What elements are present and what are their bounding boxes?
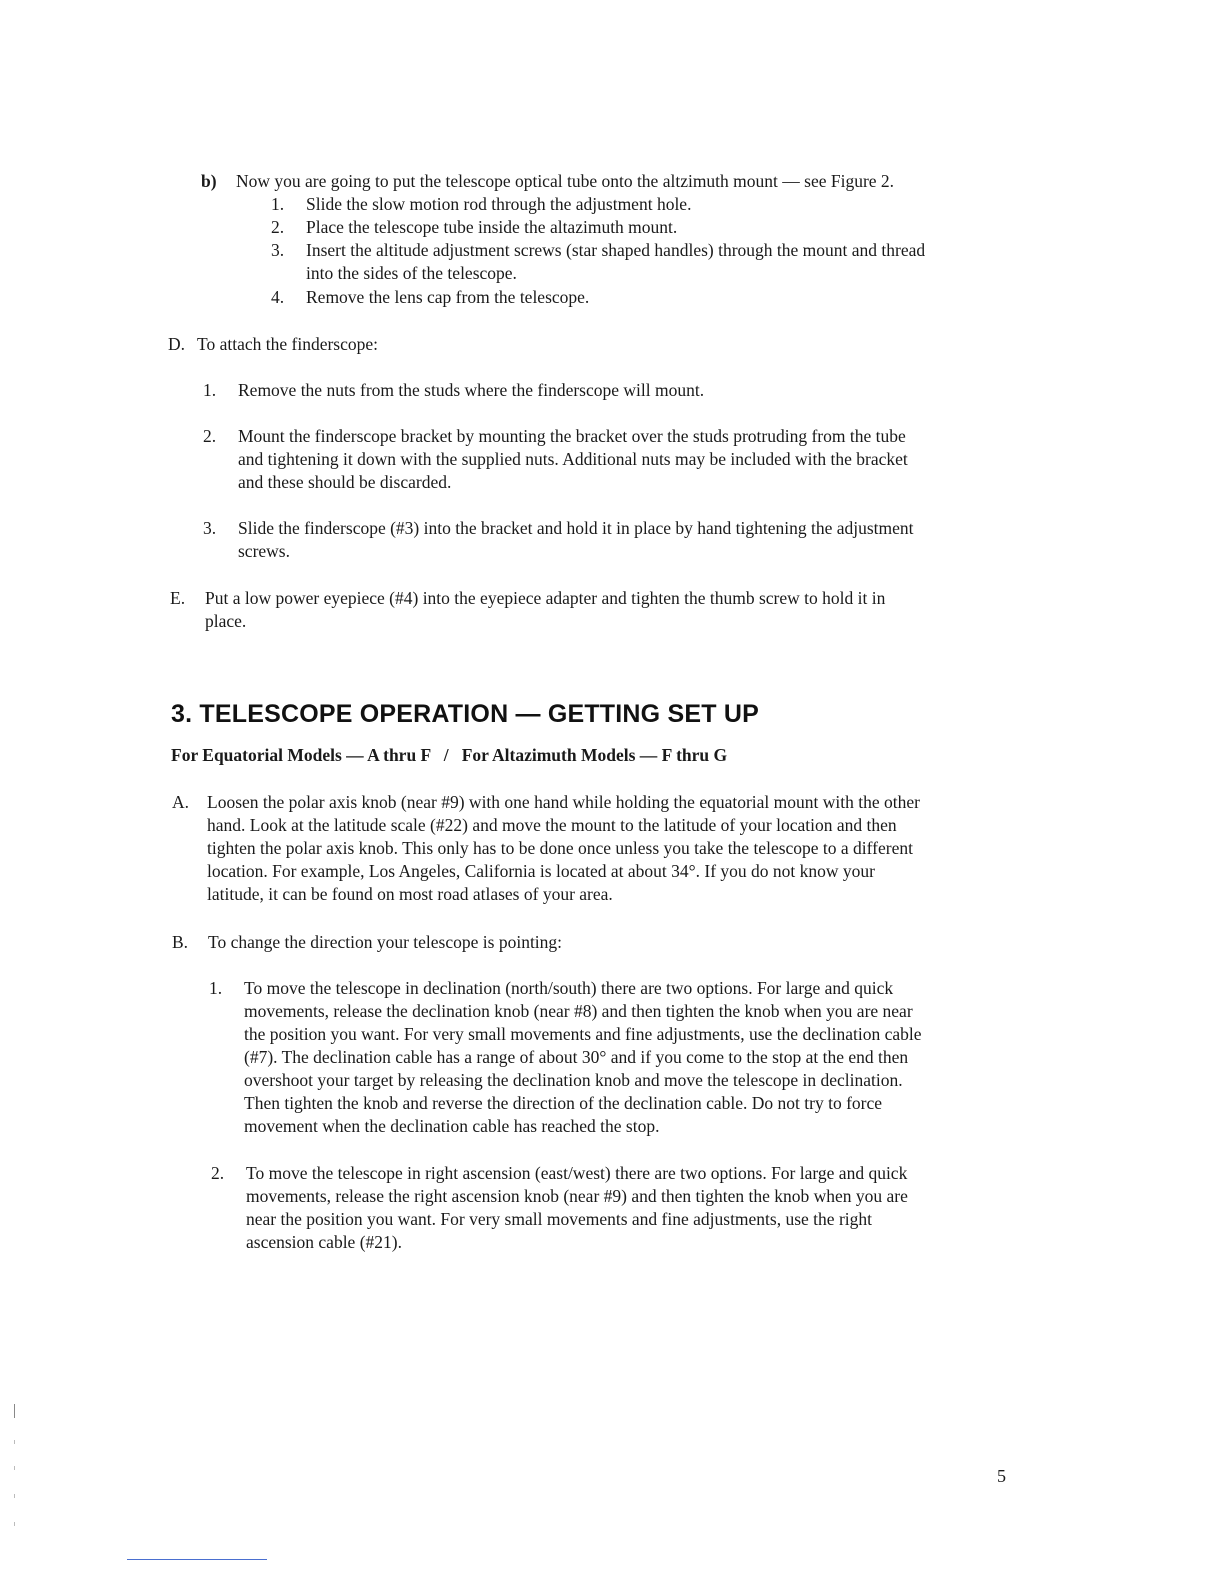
step-text: movement when the declination cable has reached the stop. xyxy=(244,1116,660,1136)
section-e-text: Put a low power eyepiece (#4) into the eyepiece adapter and tighten the thumb screw to hold it in xyxy=(205,588,886,608)
section-a-text: tighten the polar axis knob. This only has to be done once unless you take the telescope to a different xyxy=(207,838,913,858)
section-b-text: To change the direction your telescope is pointing: xyxy=(208,932,563,952)
section-b-label: B. xyxy=(172,932,189,952)
step-number: 3. xyxy=(203,518,217,538)
section-a-text: hand. Look at the latitude scale (#22) and move the mount to the latitude of your location and then xyxy=(207,815,897,835)
step-text: Mount the finderscope bracket by mounting the bracket over the studs protruding from the tube xyxy=(238,426,906,446)
step-number: 2. xyxy=(271,217,285,237)
section-d-label: D. xyxy=(168,334,186,354)
section-d-text: To attach the finderscope: xyxy=(197,334,378,354)
section-e-text: place. xyxy=(205,611,247,631)
section-a-text: latitude, it can be found on most road atlases of your area. xyxy=(207,884,613,904)
margin-mark xyxy=(14,1522,15,1526)
section-e-label: E. xyxy=(170,588,186,608)
step-text: the position you want. For very small movements and fine adjustments, use the declination cable xyxy=(244,1024,922,1044)
page-number: 5 xyxy=(997,1466,1006,1486)
step-text: Place the telescope tube inside the altazimuth mount. xyxy=(306,217,678,237)
sub-item-b-text: Now you are going to put the telescope optical tube onto the altzimuth mount — see Figure 2. xyxy=(236,171,895,191)
step-number: 1. xyxy=(271,194,285,214)
step-text: Remove the lens cap from the telescope. xyxy=(306,287,590,307)
step-text: and tightening it down with the supplied nuts. Additional nuts may be included with the bracket xyxy=(238,449,908,469)
step-number: 2. xyxy=(203,426,217,446)
step-number: 3. xyxy=(271,240,285,260)
step-text: near the position you want. For very small movements and fine adjustments, use the right xyxy=(246,1209,872,1229)
step-text: Slide the finderscope (#3) into the bracket and hold it in place by hand tightening the adjustment xyxy=(238,518,914,538)
step-text: into the sides of the telescope. xyxy=(306,263,517,283)
margin-mark xyxy=(14,1404,15,1418)
chapter-subtitle: For Equatorial Models — A thru F / For Altazimuth Models — F thru G xyxy=(171,745,728,765)
sub-item-b-label: b) xyxy=(201,171,217,191)
step-number: 4. xyxy=(271,287,285,307)
section-a-text: location. For example, Los Angeles, California is located at about 34°. If you do not know your xyxy=(207,861,875,881)
step-text: (#7). The declination cable has a range of about 30° and if you come to the stop at the end then xyxy=(244,1047,909,1067)
step-text: Slide the slow motion rod through the adjustment hole. xyxy=(306,194,692,214)
footer-rule xyxy=(127,1559,267,1560)
step-text: To move the telescope in right ascension (east/west) there are two options. For large and quick xyxy=(246,1163,908,1183)
section-a-label: A. xyxy=(172,792,190,812)
step-text: Insert the altitude adjustment screws (star shaped handles) through the mount and thread xyxy=(306,240,926,260)
step-text: Remove the nuts from the studs where the finderscope will mount. xyxy=(238,380,705,400)
step-text: movements, release the declination knob (near #8) and then tighten the knob when you are near xyxy=(244,1001,913,1021)
step-number: 1. xyxy=(209,978,223,998)
step-text: To move the telescope in declination (north/south) there are two options. For large and quick xyxy=(244,978,894,998)
chapter-title: 3. TELESCOPE OPERATION — GETTING SET UP xyxy=(171,700,759,728)
margin-mark xyxy=(14,1466,15,1470)
step-text: ascension cable (#21). xyxy=(246,1232,402,1252)
step-text: screws. xyxy=(238,541,290,561)
step-number: 1. xyxy=(203,380,217,400)
step-text: Then tighten the knob and reverse the direction of the declination cable. Do not try to force xyxy=(244,1093,883,1113)
margin-mark xyxy=(14,1440,15,1444)
step-number: 2. xyxy=(211,1163,225,1183)
margin-mark xyxy=(14,1494,15,1498)
step-text: movements, release the right ascension knob (near #9) and then tighten the knob when you are xyxy=(246,1186,908,1206)
step-text: and these should be discarded. xyxy=(238,472,452,492)
section-a-text: Loosen the polar axis knob (near #9) with one hand while holding the equatorial mount with the other xyxy=(207,792,920,812)
step-text: overshoot your target by releasing the declination knob and move the telescope in declination. xyxy=(244,1070,903,1090)
